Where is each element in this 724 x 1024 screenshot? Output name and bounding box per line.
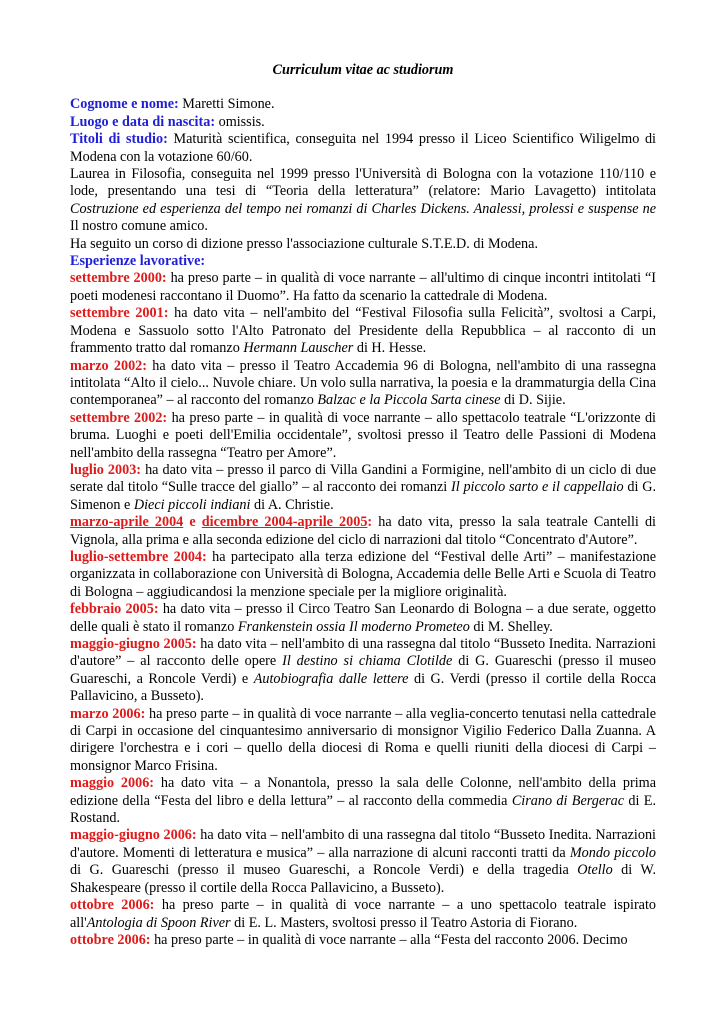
- experience-text: ha preso parte – in qualità di voce narrante – allo spettacolo teatrale “L'orizzonte di bruma. Luoghi e poeti dell'Emilia occidentale”, svoltosi presso il Teatro delle Passioni di Modena nell'ambito della rassegna “Teatro per Amore”.: [70, 409, 656, 461]
- experience-text: ha partecipato alla terza edizione del “Festival delle Arti” – manifestazione organizzata in collaborazione con Università di Bologna, Accademia delle Belle Arti e Scuola di Teatro di Bologna – aggiudicandosi la menzione speciale per la migliore originalità.: [70, 548, 656, 600]
- experience-date: marzo 2002:: [70, 357, 147, 374]
- field-label: Titoli di studio:: [70, 131, 168, 148]
- experience-text: di M. Shelley.: [469, 618, 553, 635]
- experience-entry: [70, 775, 656, 827]
- personal-info: [70, 96, 656, 166]
- experience-text: ha dato vita – a Nonantola, presso la sala delle Colonne, nell'ambito della prima edizione della “Festa del libro e della lettura” – al racconto della commedia: [70, 775, 656, 809]
- experience-entry: [70, 549, 656, 601]
- experience-entry: [70, 706, 656, 776]
- experience-entry: [70, 897, 656, 932]
- experience-text: ha preso parte – in qualità di voce narrante – all'ultimo di cinque incontri intitolati “I poeti modenesi raccontano il Duomo”. Ha fatto da scenario la cattedrale di Modena.: [70, 270, 656, 304]
- experience-text: di W. Shakespeare (presso il cortile della Rocca Pallavicino, a Busseto).: [70, 862, 656, 896]
- experience-date: e: [183, 514, 202, 531]
- work-title: Autobiografia dalle lettere: [253, 670, 409, 687]
- experience-date: ottobre 2006:: [70, 897, 155, 914]
- experience-text: di E. Rostand.: [70, 792, 656, 827]
- experience-text: ha dato vita – presso il Circo Teatro San Leonardo di Bologna – a due serate, oggetto delle quali è stato il romanzo: [70, 601, 656, 635]
- experience-date: :: [367, 514, 373, 531]
- experience-entry: [70, 601, 656, 636]
- experience-date: marzo 2006:: [70, 705, 146, 722]
- experience-text: di G. Simenon e: [70, 479, 657, 513]
- experience-text: di H. Hesse.: [353, 340, 427, 357]
- work-title: Otello: [577, 862, 613, 879]
- field-label: Luogo e data di nascita:: [70, 113, 216, 130]
- experience-text: ha preso parte – in qualità di voce narrante – alla veglia-concerto tenutasi nella cattedrale di Carpi in occasione del cinquantesimo anniversario di monsignor Vigilio Federico Dalla Zuanna. A dirigere l'orchestra e i cori – quello della diocesi di Roma e quelli riuniti della diocesi di Carpi – monsignor Marco Frisina.: [70, 705, 656, 774]
- experience-text: ha dato vita – nell'ambito di una rassegna dal titolo “Busseto Inedita. Narrazioni d'autore” – al racconto delle opere: [70, 636, 656, 670]
- experience-text: ha preso parte – in qualità di voce narrante – a uno spettacolo teatrale ispirato all': [70, 897, 656, 931]
- experience-date: marzo-aprile 2004: [70, 514, 184, 531]
- esperienze-heading: Esperienze lavorative:: [70, 253, 206, 270]
- experience-text: ha preso parte – in qualità di voce narrante – alla “Festa del racconto 2006. Decimo: [150, 931, 628, 948]
- text-segment: Il nostro comune amico.: [70, 218, 208, 235]
- experience-entry: [70, 514, 656, 549]
- field-label: Cognome e nome:: [70, 96, 179, 113]
- work-title: Hermann Lauscher: [243, 340, 354, 357]
- document-title: Curriculum vitae ac studiorum: [272, 62, 454, 78]
- dizione-paragraph: Ha seguito un corso di dizione presso l'associazione culturale S.T.E.D. di Modena.: [70, 235, 538, 252]
- field-value: omissis.: [215, 113, 265, 130]
- experience-entry: [70, 932, 656, 949]
- experience-text: ha dato vita – nell'ambito di una rassegna dal titolo “Busseto Inedita. Narrazioni d'autore. Momenti di letteratura e musica” – alla narrazione di alcuni racconti tratti da: [70, 827, 656, 861]
- experience-entry: [70, 305, 656, 357]
- experience-entry: [70, 410, 656, 462]
- experience-date: febbraio 2005:: [70, 601, 159, 618]
- experience-text: di G. Verdi (presso il cortile della Rocca Pallavicino, a Busseto).: [70, 670, 656, 705]
- experience-text: di E. L. Masters, svoltosi presso il Teatro Astoria di Fiorano.: [230, 914, 578, 931]
- field-value: Maretti Simone.: [178, 96, 275, 113]
- experience-date: maggio-giugno 2005:: [70, 636, 197, 652]
- experience-entry: [70, 270, 656, 305]
- field-value: Maturità scientifica, conseguita nel 1994 presso il Liceo Scientifico Wiligelmo di Modena con la votazione 60/60.: [70, 131, 657, 165]
- experience-list: [70, 270, 656, 949]
- experience-date: luglio 2003:: [70, 461, 142, 478]
- experience-text: di G. Guareschi (presso il museo Guareschi, a Roncole Verdi) e: [70, 653, 656, 687]
- work-title: Cirano di Bergerac: [511, 792, 625, 809]
- laurea-paragraph: [70, 166, 656, 236]
- thesis-title: Costruzione ed esperienza del tempo nei romanzi di Charles Dickens. Analessi, prolessi e suspense ne: [70, 200, 656, 217]
- experience-date: ottobre 2006:: [70, 931, 151, 948]
- experience-entry: [70, 462, 656, 514]
- experience-entry: [70, 636, 656, 706]
- experience-date: maggio 2006:: [70, 775, 155, 792]
- experience-date: settembre 2000:: [70, 270, 167, 287]
- cv-page: [70, 62, 656, 949]
- personal-info-line: [70, 114, 656, 131]
- experience-text: ha dato vita – presso il Teatro Accademia 96 di Bologna, nell'ambito di una rassegna intitolata “Alto il cielo... Nuvole chiare. Un volo sulla narrativa, la poesia e la drammaturgia della Cina contemporanea” – al racconto del romanzo: [70, 357, 656, 409]
- work-title: Il destino si chiama Clotilde: [282, 653, 453, 670]
- experience-text: ha dato vita – presso il parco di Villa Gandini a Formigine, nell'ambito di un ciclo di due serate dal titolo “Sulle tracce del giallo” – al racconto dei romanzi: [70, 461, 656, 496]
- experience-entry: [70, 827, 656, 897]
- experience-date: settembre 2002:: [70, 409, 168, 426]
- experience-date: dicembre 2004-aprile 2005: [201, 514, 368, 531]
- work-title: Il piccolo sarto e il cappellaio: [451, 479, 624, 496]
- work-title: Antologia di Spoon River: [86, 914, 231, 931]
- experience-text: ha dato vita, presso la sala teatrale Cantelli di Vignola, alla prima e alla seconda edizione del ciclo di narrazioni dal titolo “Concentrato d'Autore”.: [70, 514, 656, 548]
- text-segment: Laurea in Filosofia, conseguita nel 1999 presso l'Università di Bologna con la votazione 110/110 e lode, presentando una tesi di “Teoria della letteratura” (relatore: Mario Lavagetto) intitolata: [70, 166, 656, 200]
- personal-info-line: [70, 96, 656, 113]
- experience-text: ha dato vita – nell'ambito del “Festival Filosofia sulla Felicità”, svoltosi a Carpi, Modena e Sassuolo sotto l'Alto Patronato del Presidente della Repubblica – al racconto di un frammento tratto dal romanzo: [70, 305, 656, 357]
- work-title: Mondo piccolo: [569, 844, 657, 861]
- work-title: Balzac e la Piccola Sarta cinese: [317, 392, 501, 409]
- personal-info-line: [70, 131, 656, 166]
- experience-date: luglio-settembre 2004:: [70, 548, 207, 565]
- experience-entry: [70, 358, 656, 410]
- experience-text: di D. Sijie.: [500, 392, 566, 409]
- work-title: Dieci piccoli indiani: [133, 496, 251, 513]
- experience-date: settembre 2001:: [70, 305, 169, 322]
- experience-text: di A. Christie.: [250, 496, 334, 513]
- experience-date: maggio-giugno 2006:: [70, 827, 197, 844]
- experience-text: di G. Guareschi (presso il museo Guareschi, a Roncole Verdi) e della tragedia: [70, 862, 578, 879]
- work-title: Frankenstein ossia Il moderno Prometeo: [237, 618, 470, 635]
